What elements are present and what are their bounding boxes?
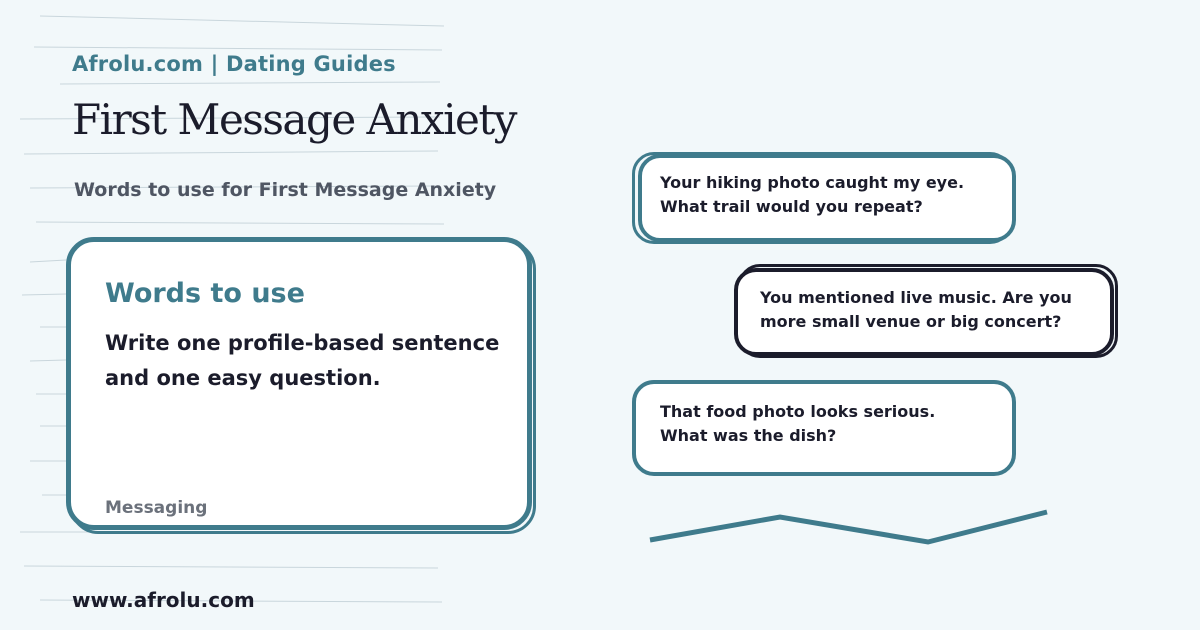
- tip-card: [66, 237, 532, 530]
- message-text: You mentioned live music. Are you more small venue or big concert?: [760, 288, 1072, 331]
- page-subtitle: Words to use for First Message Anxiety: [74, 179, 497, 201]
- card-body: Write one profile-based sentence and one easy question.: [105, 331, 500, 390]
- message-bubble: [638, 154, 1016, 242]
- brand-label: Afrolu.com | Dating Guides: [72, 52, 396, 76]
- message-bubble: [632, 380, 1016, 476]
- page-title: First Message Anxiety: [72, 95, 516, 144]
- card-heading: Words to use: [105, 278, 305, 309]
- message-bubble: [734, 268, 1114, 356]
- message-text: Your hiking photo caught my eye. What trail would you repeat?: [660, 173, 965, 216]
- message-text: That food photo looks serious. What was the dish?: [660, 402, 936, 445]
- decorative-zigzag-line: [650, 512, 1047, 542]
- category-tag: Messaging: [105, 498, 208, 518]
- footer-url[interactable]: www.afrolu.com: [72, 588, 255, 612]
